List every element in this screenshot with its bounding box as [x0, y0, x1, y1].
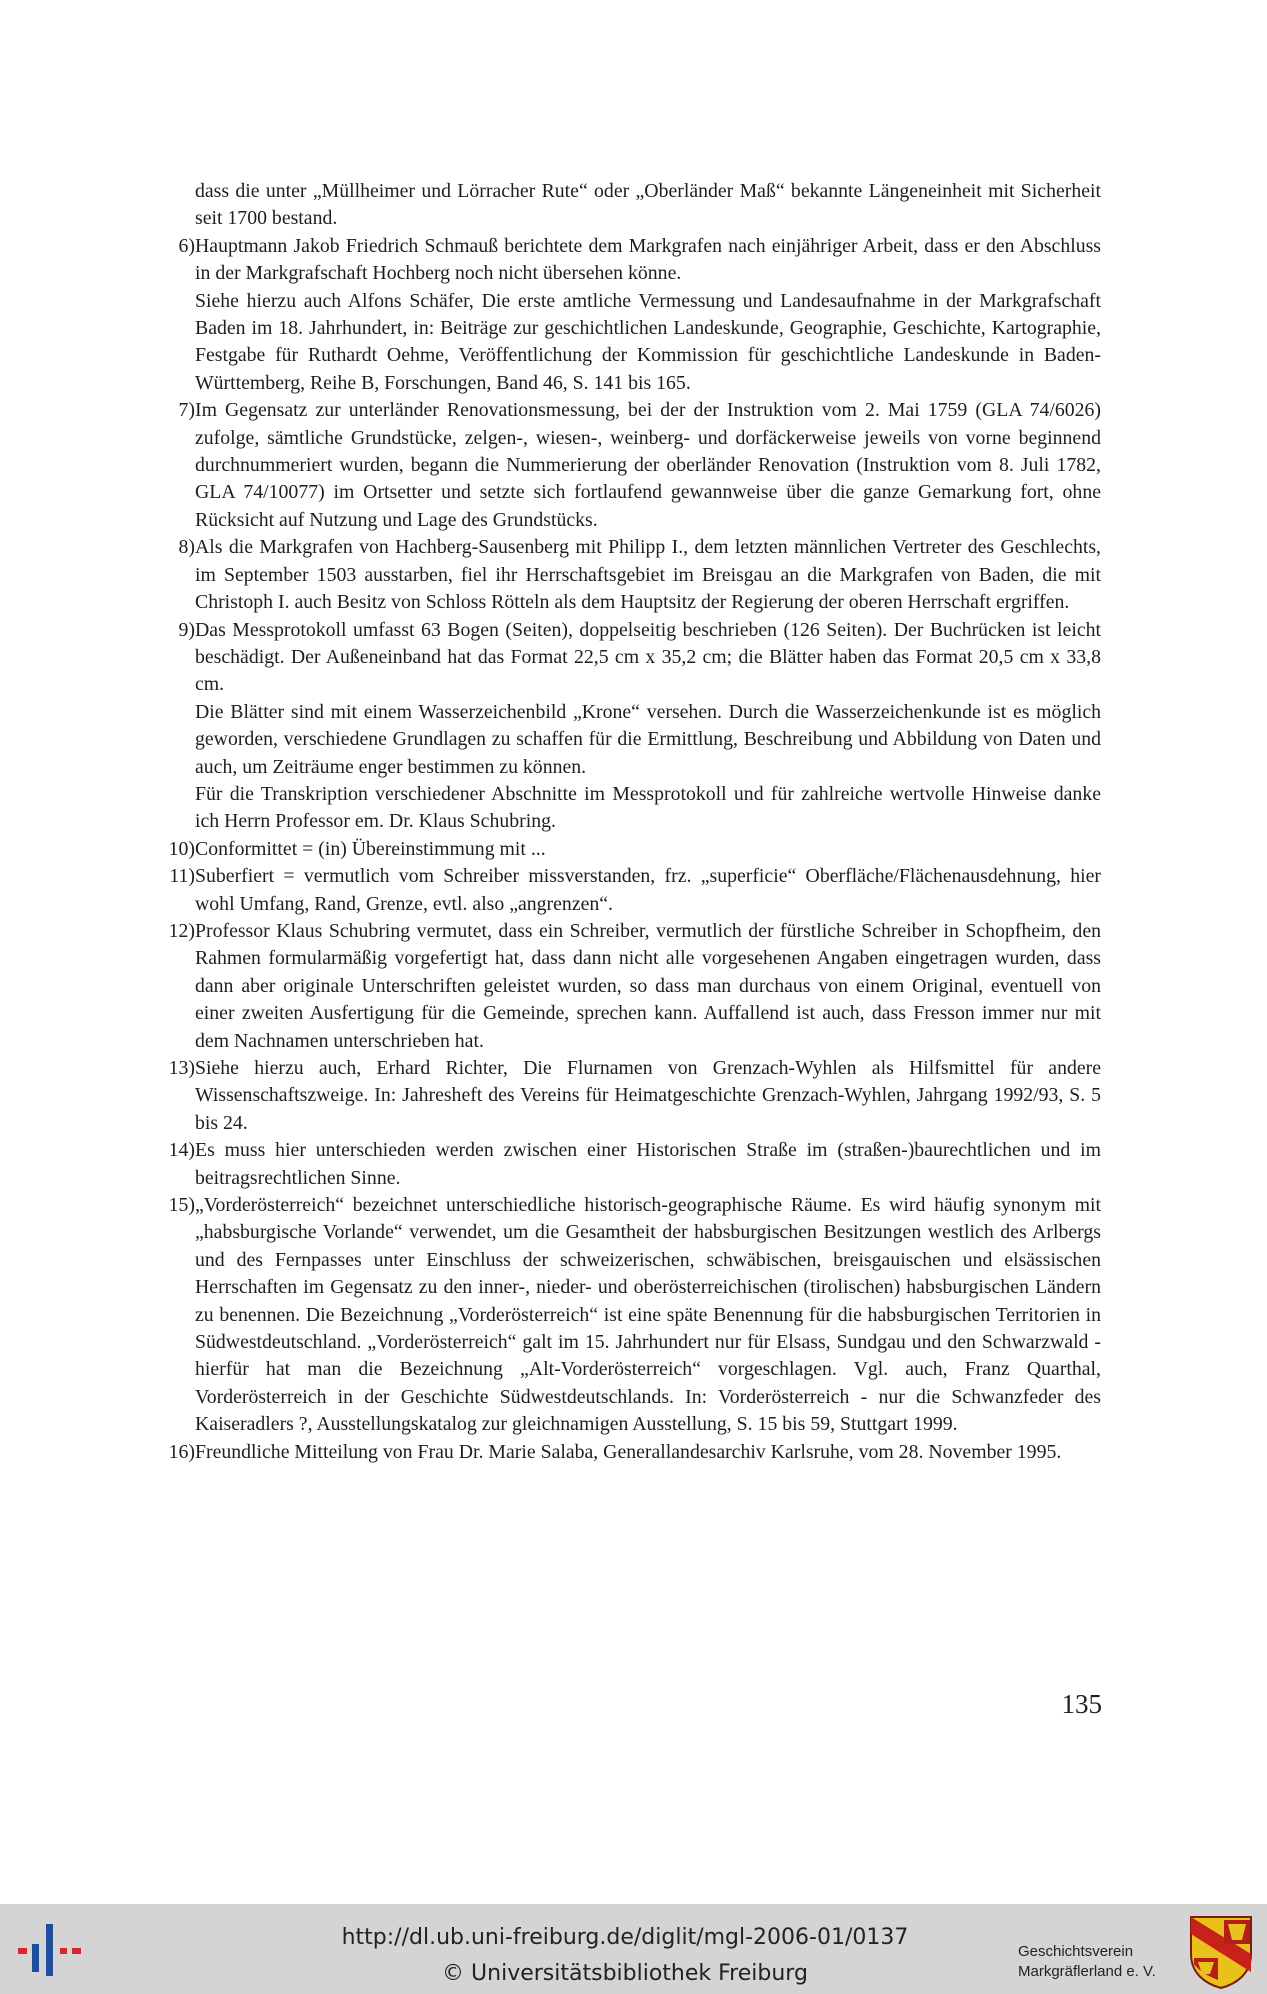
endnote-text: Hauptmann Jakob Friedrich Schmauß berichtete dem Markgrafen nach einjähriger Arbeit, dass er den Abschluss in der Markgrafschaft Hochberg noch nicht übersehen könne. — [195, 234, 1101, 285]
endnote-text: Das Messprotokoll umfasst 63 Bogen (Seiten), doppelseitig beschrieben (126 Seiten). Der Buchrücken ist leicht beschädigt. Der Außeneinband hat das Format 22,5 cm x 35,2 cm; die Blätter haben das Format 20,5 cm x 33,8 cm. — [195, 618, 1101, 696]
society-name-line1: Geschichtsverein — [1018, 1943, 1134, 1960]
endnote-number: 10) — [168, 837, 195, 860]
endnote-text: Siehe hierzu auch, Erhard Richter, Die Flurnamen von Grenzach-Wyhlen als Hilfsmittel für andere Wissenschaftszweige. In: Jahresheft des Vereins für Heimatgeschichte Grenzach-Wyhlen, Jahrgang 1992/93, S. 5 bis 24. — [195, 1057, 1101, 1134]
viewer-footer — [0, 1904, 1267, 1994]
endnote-number: 15) — [168, 1194, 195, 1217]
endnote-text: „Vorderösterreich“ bezeichnet unterschiedliche historisch-geographische Räume. Es wird häufig synonym mit „habsburgische Vorlande“ verwendet, um die Gesamtheit der habsburgischen Besitzungen westlich des Arlbergs und des Fernpasses unter Einschluss der schweizerischen, schwäbischen, breisgauischen und elsässischen Herrschaften im Gegensatz zu den inner-, nieder- und oberösterreichischen (tirolischen) habsburgischen Ländern zu benennen. Die Bezeichnung „Vorderösterreich“ ist eine späte Benennung für die habsburgischen Territorien in Südwestdeutschland. „Vorderösterreich“ galt im 15. Jahrhundert nur für Elsass, Sundgau und den Schwarzwald - hierfür hat man die Bezeichnung „Alt-Vorderösterreich“ vorgeschlagen. Vgl. auch, Franz Quarthal, Vorderösterreich in der Geschichte Südwestdeutschlands. In: Vorderösterreich - nur die Schwanzfeder des Kaiseradlers ?, Ausstellungskatalog zur gleichnamigen Ausstellung, S. 15 bis 59, Stuttgart 1999. — [195, 1194, 1101, 1436]
endnote-14 — [155, 1137, 1101, 1192]
endnote-11 — [155, 863, 1101, 918]
copyright-notice: © Universitätsbibliothek Freiburg — [442, 1961, 808, 1986]
endnote-15 — [155, 1192, 1101, 1439]
endnote-text: Als die Markgrafen von Hachberg-Sausenberg mit Philipp I., dem letzten männlichen Vertreter des Geschlechts, im September 1503 ausstarben, fiel ihr Herrschaftsgebiet im Breisgau an die Markgrafen von Baden, die mit Christoph I. auch Besitz von Schloss Rötteln als dem Hauptsitz der Regierung der oberen Herrschaft ergriffen. — [195, 536, 1101, 614]
endnote-text: Für die Transkription verschiedener Abschnitte im Messprotokoll und für zahlreiche wertvolle Hinweise danke ich Herrn Professor em. Dr. Klaus Schubring. — [195, 782, 1101, 833]
endnote-number: 12) — [168, 919, 195, 942]
endnote-number: 14) — [168, 1139, 195, 1162]
endnote-text: Es muss hier unterschieden werden zwischen einer Historischen Straße im (straßen-)baurechtlichen und im beitragsrechtlichen Sinne. — [195, 1139, 1101, 1189]
page-number: 135 — [1061, 1689, 1102, 1719]
endnote-number: 8) — [178, 536, 195, 559]
endnote-text: Siehe hierzu auch Alfons Schäfer, Die erste amtliche Vermessung und Landesaufnahme in der Markgrafschaft Baden im 18. Jahrhundert, in: Beiträge zur geschichtlichen Landeskunde, Geographie, Geschichte, Kartographie, Festgabe für Ruthardt Oehme, Veröffentlichung der Kommission für geschichtliche Landeskunde in Baden-Württemberg, Reihe B, Forschungen, Band 46, S. 141 bis 165. — [195, 289, 1101, 394]
endnote-number: 7) — [178, 399, 195, 422]
endnote-8 — [155, 534, 1101, 616]
society-name-line2: Markgräflerland e. V. — [1018, 1963, 1156, 1980]
endnote-text: Suberfiert = vermutlich vom Schreiber missverstanden, frz. „superficie“ Oberfläche/Flächenausdehnung, hier wohl Umfang, Rand, Grenze, evtl. also „angrenzen“. — [195, 865, 1101, 915]
endnote-text: Im Gegensatz zur unterländer Renovationsmessung, bei der der Instruktion vom 2. Mai 1759 (GLA 74/6026) zufolge, sämtliche Grundstücke, zelgen-, wiesen-, weinberg- und dorfäckerweise jeweils von vorne beginnend durchnummeriert wurden, begann die Nummerierung der oberländer Renovation (Instruktion vom 8. Juli 1782, GLA 74/10077) im Ortsetter und setzte sich fortlaufend gewannweise über die ganze Gemarkung fort, ohne Rücksicht auf Nutzung und Lage des Grundstücks. — [195, 399, 1101, 531]
endnotes — [155, 178, 1101, 1466]
endnote-text: Professor Klaus Schubring vermutet, dass ein Schreiber, vermutlich der fürstliche Schreiber in Schopfheim, den Rahmen formularmäßig vorgefertigt hat, dass dann nicht alle vorgesehenen Angaben eingetragen wurden, dass dann aber originale Unterschriften geleistet wurden, so dass man durchaus von einem Original, eventuell von einer zweiten Ausfertigung für die Gemeinde, sprechen kann. Auffallend ist auch, dass Fresson immer nur mit dem Nachnamen unterschrieben hat. — [195, 919, 1101, 1052]
endnote-number: 9) — [178, 618, 195, 641]
endnote-number: 6) — [178, 234, 195, 257]
endnote-text: Conformittet = (in) Übereinstimmung mit ... — [195, 837, 546, 860]
endnote-number: 11) — [169, 865, 195, 888]
library-logo-icon — [14, 1918, 84, 1982]
endnote-number: 16) — [168, 1440, 195, 1463]
endnote-text: Freundliche Mitteilung von Frau Dr. Marie Salaba, Generallandesarchiv Karlsruhe, vom 28. November 1995. — [195, 1440, 1062, 1463]
endnote-text: dass die unter „Müllheimer und Lörracher Rute“ oder „Oberländer Maß“ bekannte Längeneinheit mit Sicherheit seit 1700 bestand. — [195, 180, 1101, 230]
document-url[interactable]: http://dl.ub.uni-freiburg.de/diglit/mgl-2006-01/0137 — [341, 1925, 909, 1950]
endnote-6 — [155, 233, 1101, 397]
society-name — [1018, 1942, 1156, 1982]
endnote-text: Die Blätter sind mit einem Wasserzeichenbild „Krone“ versehen. Durch die Wasserzeichenkunde ist es möglich geworden, verschiedene Grundlagen zu schaffen für die Ermittlung, Beschreibung und Abbildung von Daten und auch, um Zeiträume enger bestimmen zu können. — [195, 700, 1101, 778]
endnote-10 — [155, 836, 1101, 863]
coat-of-arms-icon — [1188, 1914, 1254, 1990]
endnote-13 — [155, 1055, 1101, 1137]
endnote-number: 13) — [168, 1057, 195, 1079]
endnote-continuation — [155, 178, 1101, 233]
endnote-16 — [155, 1439, 1101, 1466]
endnote-12 — [155, 918, 1101, 1055]
endnote-9 — [155, 617, 1101, 836]
endnote-7 — [155, 397, 1101, 534]
